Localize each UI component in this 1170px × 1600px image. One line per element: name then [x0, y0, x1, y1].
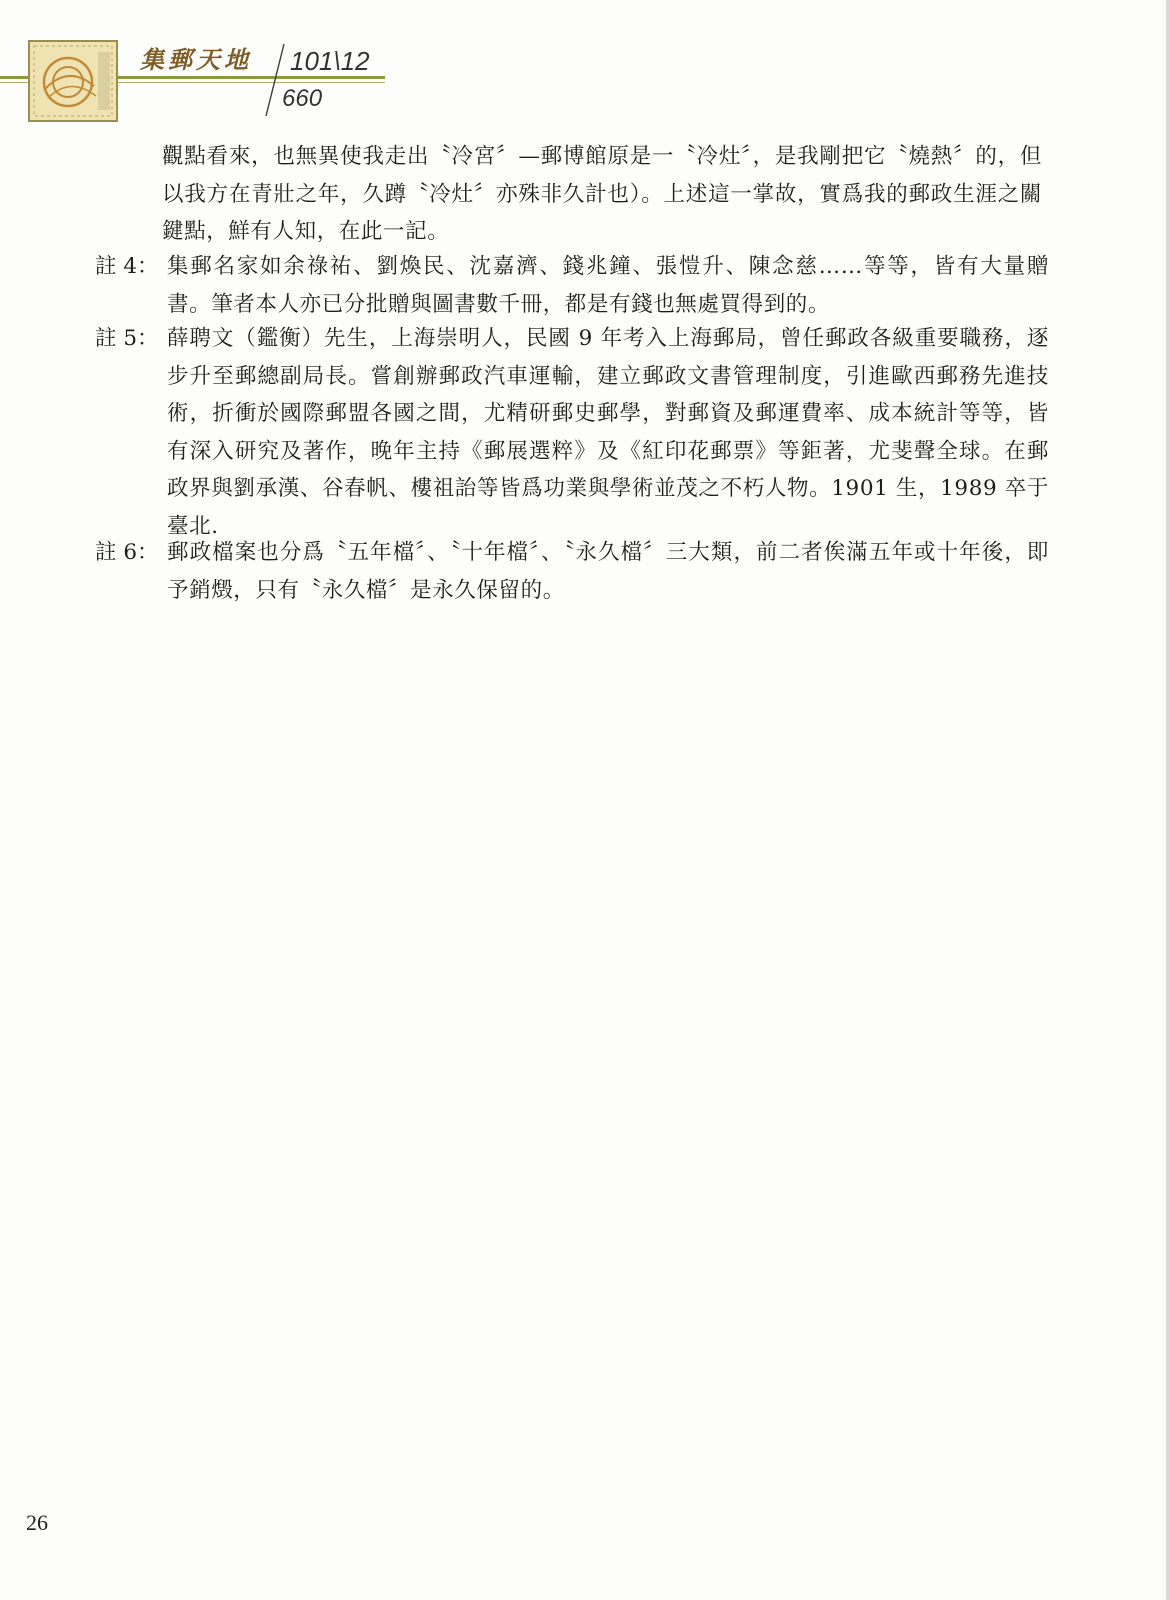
footnote-label: 註 4： — [95, 254, 159, 279]
footnote-text: 郵政檔案也分爲〝五年檔〞、〝十年檔〞、〝永久檔〞三大類，前二者俟滿五年或十年後，即予銷燬，只有〝永久檔〞是永久保留的。 — [167, 540, 1049, 603]
volume-number: 660 — [282, 85, 323, 112]
intro-paragraph: 觀點看來，也無異使我走出〝冷宮〞—郵博館原是一〝冷灶〞，是我剛把它〝燒熱〞的，但以我方在青壯之年，久蹲〝冷灶〞亦殊非久計也）。上述這一掌故，實爲我的郵政生涯之關鍵點，鮮有人知，在此一記。 — [162, 144, 1042, 244]
footnote-label: 註 6： — [95, 540, 159, 565]
issue-number: 101\12 — [290, 46, 370, 76]
magazine-title: 集郵天地 — [140, 46, 252, 74]
stamp-logo-icon — [28, 40, 118, 122]
footnote-label: 註 5： — [95, 326, 159, 351]
page-header — [0, 0, 1170, 130]
page-edge — [1166, 0, 1170, 1600]
footnote-text: 薛聘文（鑑衡）先生，上海崇明人，民國 9 年考入上海郵局，曾任郵政各級重要職務，逐步升至郵總副局長。嘗創辦郵政汽車運輸，建立郵政文書管理制度，引進歐西郵務先進技術，折衝於國際郵盟各國之間，尤精研郵史郵學，對郵資及郵運費率、成本統計等等，皆有深入研究及著作，晚年主持《郵展選粹》及《紅印花郵票》等鉅著，尤斐聲全球。在郵政界與劉承漢、谷春帆、樓祖詒等皆爲功業與學術並茂之不朽人物。1901 生，1989 卒于臺北. — [167, 326, 1049, 539]
footnote-text: 集郵名家如余祿祐、劉煥民、沈嘉濟、錢兆鐘、張愷升、陳念慈……等等，皆有大量贈書。筆者本人亦已分批贈與圖書數千冊，都是有錢也無處買得到的。 — [167, 254, 1049, 317]
page-number: 26 — [26, 1510, 48, 1535]
stamp-logo-graphic — [30, 42, 116, 120]
